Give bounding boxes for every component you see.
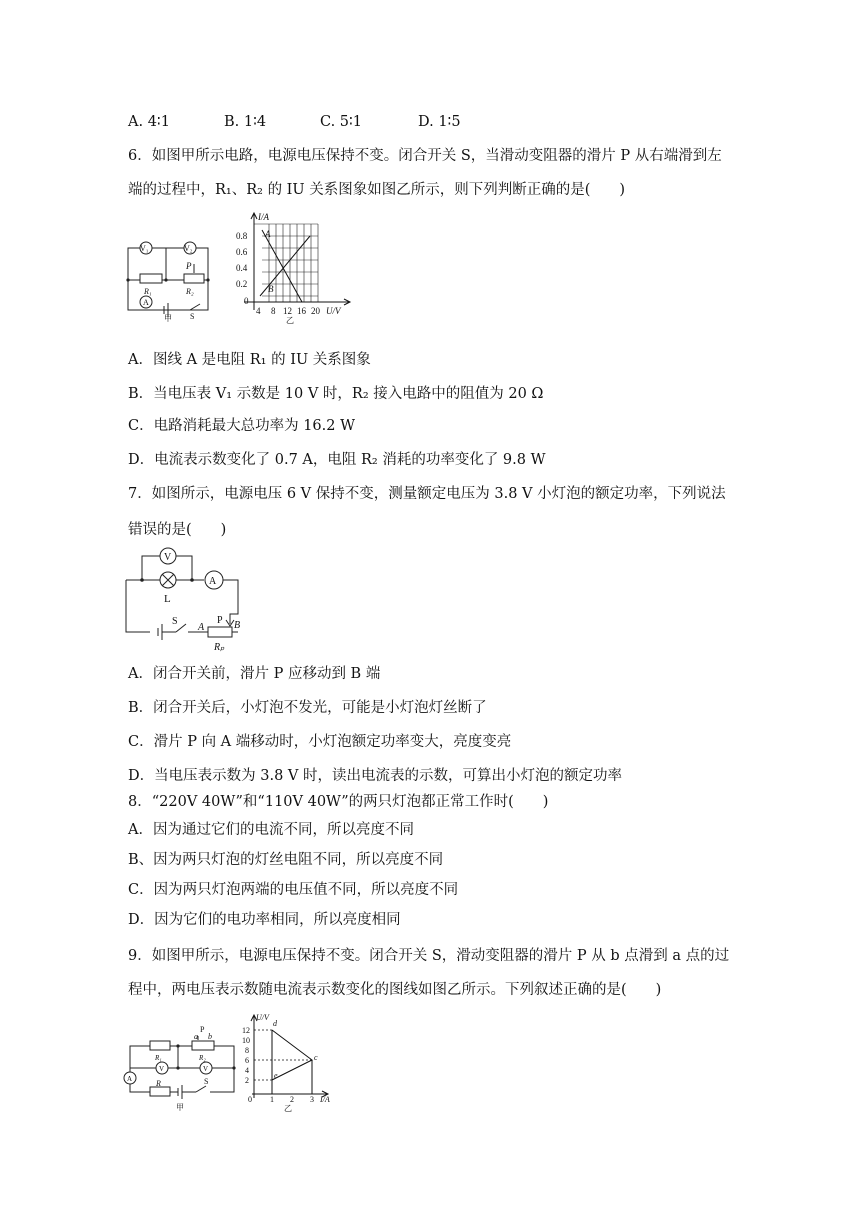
- q9-ui-graph: [242, 1010, 338, 1114]
- q6-circuit-figure: [124, 232, 224, 322]
- x-axis-label: U/V: [326, 306, 341, 316]
- fig-a-caption: 甲: [176, 1103, 184, 1112]
- ammeter-label: A: [209, 576, 217, 587]
- switch-label: S: [172, 616, 178, 627]
- point-e-label: e: [274, 1071, 278, 1080]
- rp-label: Rₚ: [214, 642, 225, 653]
- end-a-label: A: [198, 622, 205, 633]
- y-tick: 0.8: [236, 231, 248, 241]
- q6-option-a: A．图线 A 是电阻 R₁ 的 IU 关系图象: [128, 352, 371, 368]
- q8-option-b: B、因为两只灯泡的灯丝电阻不同，所以亮度不同: [128, 852, 444, 868]
- switch-label: S: [204, 1077, 209, 1086]
- q6-iu-graph: [226, 210, 354, 324]
- y-tick: 10: [242, 1036, 250, 1045]
- line-a-label: A: [265, 229, 271, 239]
- y-tick: 0.6: [236, 247, 248, 257]
- q6-option-c: C．电路消耗最大总功率为 16.2 W: [128, 418, 356, 434]
- x-tick: 12: [283, 306, 292, 316]
- x-tick: 16: [297, 306, 306, 316]
- point-d-label: d: [273, 1019, 277, 1028]
- y-tick: 12: [242, 1026, 250, 1035]
- x-tick: 1: [270, 1095, 274, 1104]
- q5-option-d: D. 1∶5: [418, 114, 461, 130]
- q9-circuit-figure: [122, 1020, 242, 1112]
- y-tick: 0.4: [236, 263, 248, 273]
- ammeter-label: A: [127, 1075, 133, 1083]
- q7-stem-line2: 错误的是( ): [128, 522, 227, 538]
- q6-stem-line2: 端的过程中，R₁、R₂ 的 IU 关系图象如图乙所示，则下列判断正确的是( ): [128, 182, 626, 198]
- fig-b-caption: 乙: [284, 1104, 292, 1113]
- y-tick: 2: [245, 1076, 249, 1085]
- r2-label: R₂: [186, 287, 194, 296]
- voltmeter-2-label: V: [203, 1065, 209, 1073]
- q5-option-b: B. 1∶4: [224, 114, 267, 130]
- q7-option-c: C．滑片 P 向 A 端移动时，小灯泡额定功率变大，亮度变亮: [128, 734, 512, 750]
- q7-option-a: A．闭合开关前，滑片 P 应移动到 B 端: [128, 666, 381, 682]
- v1-label: V₁: [140, 244, 149, 253]
- y-tick: 6: [245, 1056, 249, 1065]
- line-b-label: B: [268, 284, 274, 294]
- q9-stem-line2: 程中，两电压表示数随电流表示数变化的图线如图乙所示。下列叙述正确的是( ): [128, 982, 662, 998]
- q7-stem-line1: 7．如图所示，电源电压 6 V 保持不变，测量额定电压为 3.8 V 小灯泡的额定功率，下列说法: [128, 486, 726, 502]
- q8-option-d: D．因为它们的电功率相同，所以亮度相同: [128, 912, 401, 928]
- r1-label: R₁: [144, 287, 152, 296]
- y-tick: 8: [245, 1046, 249, 1055]
- voltmeter-label: V: [164, 552, 172, 563]
- r2-label: R₂: [199, 1054, 206, 1062]
- x-tick: 0: [248, 1095, 252, 1104]
- voltmeter-1-label: V: [159, 1065, 165, 1073]
- fig-b-caption: 乙: [286, 316, 294, 324]
- q9-stem-line1: 9．如图甲所示，电源电压保持不变。闭合开关 S，滑动变阻器的滑片 P 从 b 点滑到 a 点的过: [128, 948, 730, 964]
- switch-label: S: [190, 312, 195, 321]
- q5-option-a: A. 4∶1: [128, 114, 170, 130]
- x-tick: 8: [271, 306, 276, 316]
- v2-label: V₂: [184, 244, 193, 253]
- x-tick: 4: [256, 306, 261, 316]
- q7-circuit-figure: [122, 544, 250, 654]
- point-b-label: b: [208, 1032, 212, 1041]
- q6-stem-line1: 6．如图甲所示电路，电源电压保持不变。闭合开关 S，当滑动变阻器的滑片 P 从右端滑到左: [128, 148, 722, 164]
- fig-a-caption: 甲: [164, 314, 172, 322]
- y-tick: 0: [244, 296, 249, 306]
- slider-p-label: P: [217, 615, 223, 626]
- y-axis-label: I/A: [258, 212, 269, 222]
- r-label: R: [156, 1079, 161, 1088]
- q8-option-a: A．因为通过它们的电流不同，所以亮度不同: [128, 822, 414, 838]
- lamp-label: L: [164, 593, 171, 605]
- ammeter-label: A: [143, 298, 149, 307]
- q8-stem: 8．“220V 40W”和“110V 40W”的两只灯泡都正常工作时( ): [128, 794, 549, 810]
- q6-option-d: D．电流表示数变化了 0.7 A，电阻 R₂ 消耗的功率变化了 9.8 W: [128, 452, 546, 468]
- point-c-label: c: [314, 1053, 318, 1062]
- r1-label: R₁: [155, 1054, 162, 1062]
- x-axis-label: I/A: [320, 1095, 330, 1104]
- x-tick: 20: [311, 306, 320, 316]
- q6-option-b: B．当电压表 V₁ 示数是 10 V 时，R₂ 接入电路中的阻值为 20 Ω: [128, 386, 544, 402]
- q7-option-b: B．闭合开关后，小灯泡不发光，可能是小灯泡灯丝断了: [128, 700, 487, 716]
- end-b-label: B: [234, 620, 241, 631]
- q5-options: [128, 112, 461, 132]
- q7-option-d: D．当电压表示数为 3.8 V 时，读出电流表的示数，可算出小灯泡的额定功率: [128, 768, 622, 784]
- y-tick: 4: [245, 1066, 249, 1075]
- x-tick: 3: [310, 1095, 314, 1104]
- p-label: P: [186, 261, 192, 271]
- q5-option-c: C. 5∶1: [320, 114, 363, 130]
- point-a-label: a: [194, 1032, 198, 1041]
- q8-option-c: C．因为两只灯泡两端的电压值不同，所以亮度不同: [128, 882, 459, 898]
- y-tick: 0.2: [236, 279, 248, 289]
- x-tick: 2: [290, 1095, 294, 1104]
- y-axis-label: U/V: [256, 1013, 269, 1022]
- p-label: P: [200, 1025, 205, 1034]
